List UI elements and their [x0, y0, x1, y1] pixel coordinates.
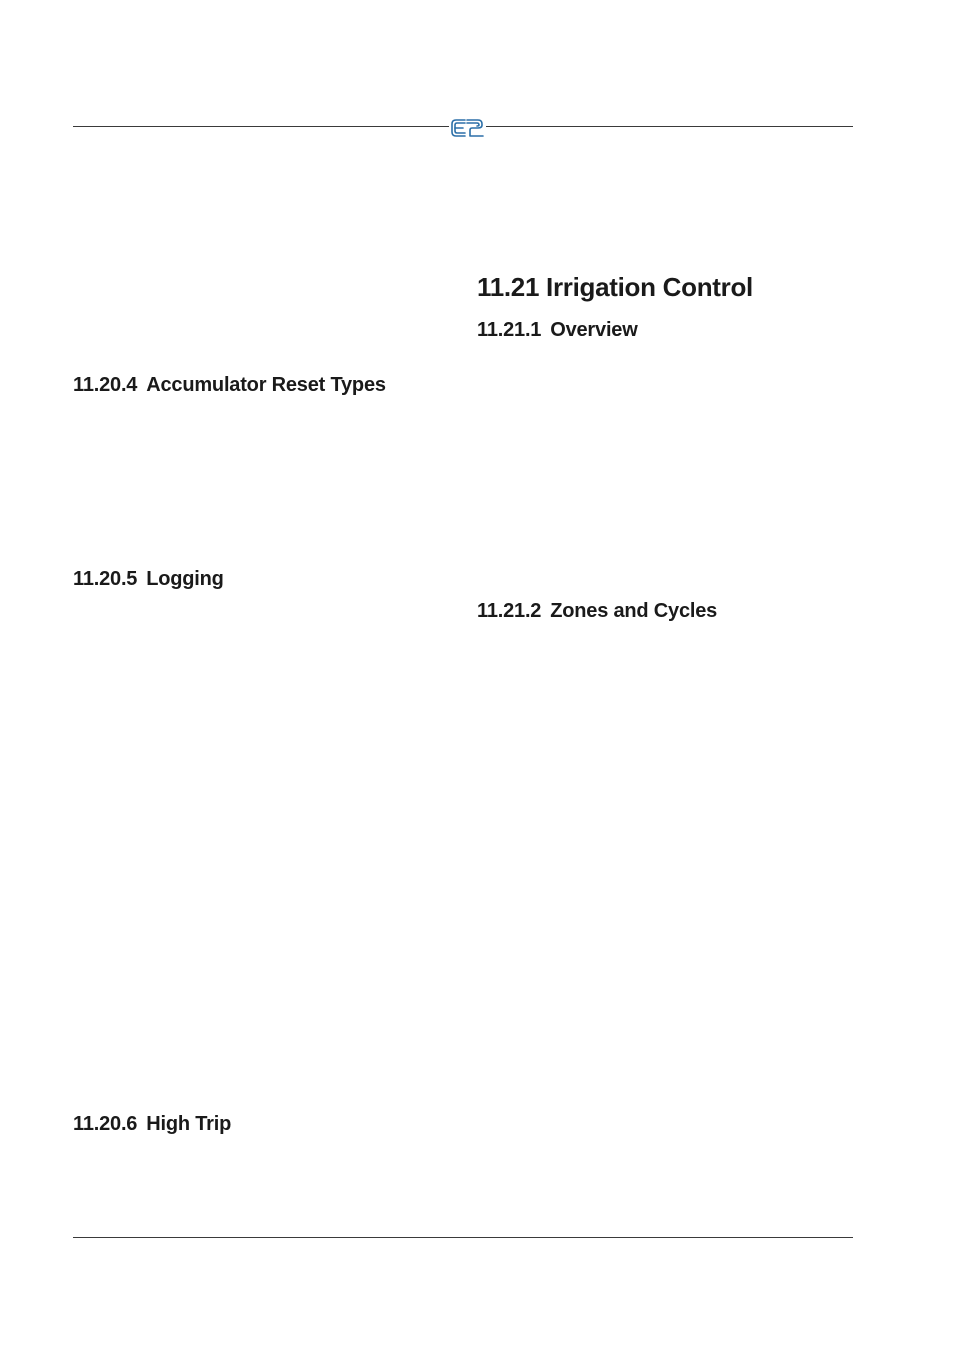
- section-heading-zones-and-cycles: [477, 600, 717, 623]
- section-number: 11.20.4: [73, 374, 138, 396]
- section-title: Overview: [550, 319, 638, 341]
- header-rule-left: [73, 126, 449, 127]
- section-title: Accumulator Reset Types: [146, 374, 386, 396]
- e2-logo: [449, 117, 485, 139]
- section-number: 11.21.1: [477, 319, 542, 341]
- section-heading-overview: [477, 319, 638, 342]
- section-title-irrigation-control: 11.21 Irrigation Control: [477, 272, 753, 302]
- section-number: 11.20.6: [73, 1113, 138, 1135]
- section-title: Zones and Cycles: [550, 600, 718, 622]
- section-heading-high-trip: [73, 1113, 231, 1136]
- section-number: 11.20.5: [73, 568, 138, 590]
- header-rule-right: [486, 126, 853, 127]
- section-title: High Trip: [146, 1113, 232, 1135]
- section-number: 11.21.2: [477, 600, 542, 622]
- e2-logo-icon: [449, 117, 485, 139]
- section-title: Logging: [146, 568, 224, 590]
- section-heading-accumulator-reset-types: [73, 374, 386, 397]
- section-heading-logging: [73, 568, 224, 591]
- footer-rule: [73, 1237, 853, 1238]
